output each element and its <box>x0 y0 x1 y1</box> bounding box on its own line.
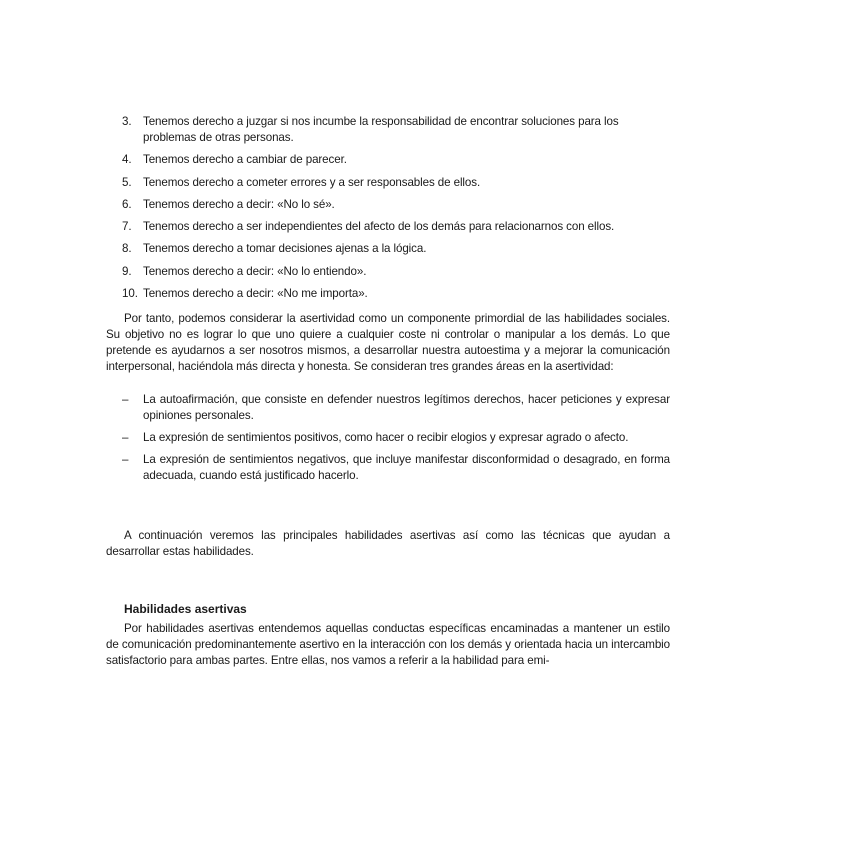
list-text: Tenemos derecho a juzgar si nos incumbe la responsabilidad de encontrar soluciones para los problemas de otras personas. <box>143 115 619 144</box>
list-number: 10. <box>122 287 138 301</box>
section-heading: Habilidades asertivas <box>124 602 247 616</box>
list-text: Tenemos derecho a decir: «No lo entiendo». <box>143 264 367 278</box>
list-item <box>122 430 670 446</box>
list-number: 9. <box>122 264 132 278</box>
list-item <box>122 264 670 280</box>
dash-bullet: – <box>122 431 129 444</box>
paragraph-skills: Por habilidades asertivas entendemos aquellas conductas específicas encaminadas a mantener un estilo de comunicación predominantemente asertivo en la interacción con los demás y orientada hacia un intercambio satisfactorio para ambas partes. Entre ellas, nos vamos a referir a la habilidad para emi- <box>106 622 670 667</box>
list-text: La expresión de sentimientos negativos, que incluye manifestar disconformidad o desagrado, en forma adecuada, cuando está justificado hacerlo. <box>143 453 670 482</box>
dash-bullet: – <box>122 393 129 406</box>
list-number: 7. <box>122 220 132 234</box>
list-item <box>122 219 670 235</box>
list-item <box>122 175 670 191</box>
list-text: La autoafirmación, que consiste en defender nuestros legítimos derechos, hacer peticiones y expresar opiniones personales. <box>143 393 670 422</box>
list-item <box>122 152 670 168</box>
list-text: Tenemos derecho a cometer errores y a ser responsables de ellos. <box>143 175 481 189</box>
list-number: 8. <box>122 242 132 256</box>
list-text: La expresión de sentimientos positivos, como hacer o recibir elogios y expresar agrado o afecto. <box>143 431 629 444</box>
paragraph-continuation: A continuación veremos las principales habilidades asertivas así como las técnicas que ayudan a desarrollar estas habilidades. <box>106 529 670 558</box>
areas-list <box>122 392 670 490</box>
list-item <box>122 286 670 302</box>
rights-list <box>122 114 670 308</box>
list-item <box>122 197 670 213</box>
list-number: 4. <box>122 153 132 167</box>
list-text: Tenemos derecho a cambiar de parecer. <box>143 153 347 167</box>
list-text: Tenemos derecho a tomar decisiones ajenas a la lógica. <box>143 242 427 256</box>
list-text: Tenemos derecho a decir: «No lo sé». <box>143 197 335 211</box>
list-item <box>122 114 670 146</box>
list-number: 6. <box>122 197 132 211</box>
list-number: 5. <box>122 175 132 189</box>
list-text: Tenemos derecho a decir: «No me importa». <box>143 287 368 301</box>
list-item <box>122 452 670 484</box>
dash-bullet: – <box>122 453 129 466</box>
list-number: 3. <box>122 115 132 128</box>
list-item <box>122 241 670 257</box>
list-text: Tenemos derecho a ser independientes del afecto de los demás para relacionarnos con ellos. <box>143 220 615 234</box>
list-item <box>122 392 670 424</box>
paragraph-assertiveness: Por tanto, podemos considerar la asertividad como un componente primordial de las habilidades sociales. Su objetivo no es lograr lo que uno quiere a cualquier coste ni controlar o manipular a los demás. Lo que pretende es ayudarnos a ser nosotros mismos, a desarrollar nuestra autoestima y a mejorar la comunicación interpersonal, haciéndola más directa y honesta. Se consideran tres grandes áreas en la asertividad: <box>106 312 670 373</box>
